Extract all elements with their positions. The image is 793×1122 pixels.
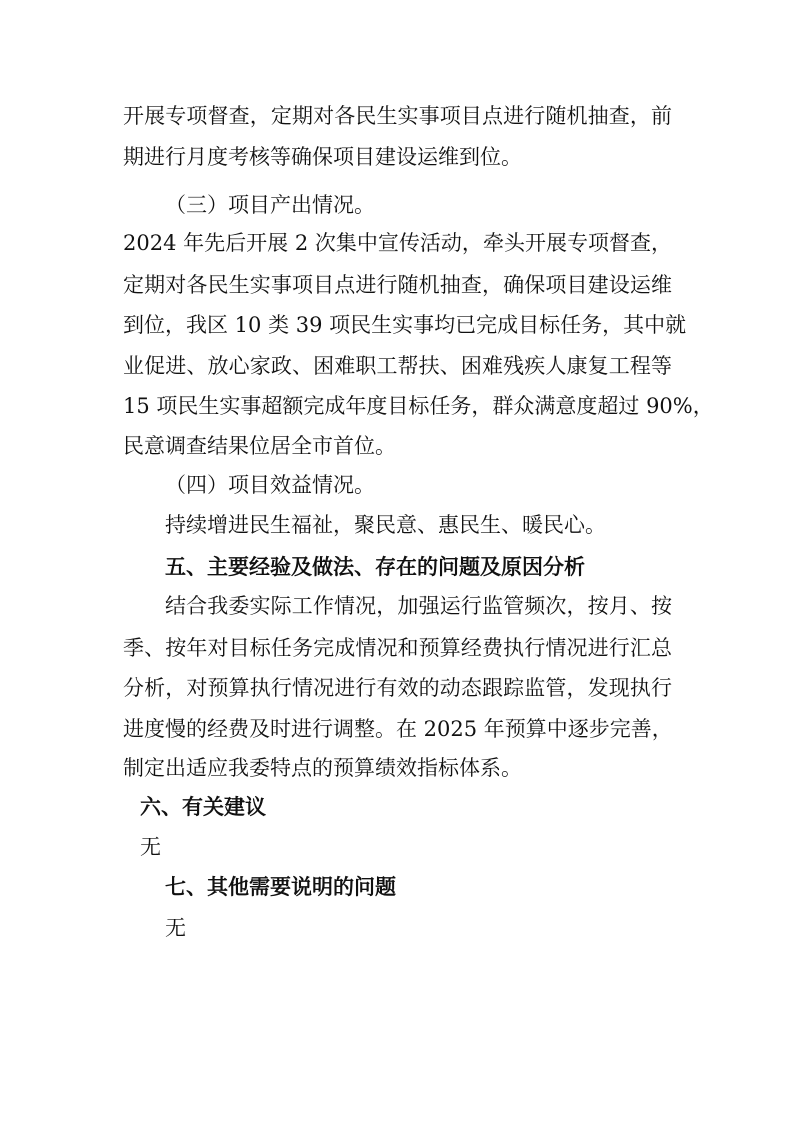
paragraph-output-line: 15 项民生实事超额完成年度目标任务，群众满意度超过 90%， [123, 394, 714, 418]
paragraph-output-line: 到位，我区 10 类 39 项民生实事均已完成目标任务，其中就 [123, 313, 687, 337]
section-4-heading: （四）项目效益情况。 [165, 473, 375, 497]
section-6-content: 无 [140, 835, 161, 859]
paragraph-experience-line: 制定出适应我委特点的预算绩效指标体系。 [123, 756, 522, 780]
section-7-content: 无 [165, 916, 186, 940]
paragraph-experience-line: 进度慢的经费及时进行调整。在 2025 年预算中逐步完善， [123, 717, 673, 741]
paragraph-output-line: 2024 年先后开展 2 次集中宣传活动，牵头开展专项督查， [123, 231, 672, 255]
paragraph-intro-line: 开展专项督查，定期对各民生实事项目点进行随机抽查，前 [123, 104, 672, 128]
section-7-heading: 七、其他需要说明的问题 [165, 875, 396, 899]
paragraph-experience-line: 结合我委实际工作情况，加强运行监管频次，按月、按 [165, 594, 672, 618]
paragraph-output-line: 定期对各民生实事项目点进行随机抽查，确保项目建设运维 [123, 273, 672, 297]
paragraph-benefit: 持续增进民生福祉，聚民意、惠民生、暖民心。 [165, 513, 606, 537]
section-3-heading: （三）项目产出情况。 [165, 193, 375, 217]
paragraph-experience-line: 分析，对预算执行情况进行有效的动态跟踪监管，发现执行 [123, 676, 672, 700]
paragraph-experience-line: 季、按年对目标任务完成情况和预算经费执行情况进行汇总 [123, 636, 672, 660]
paragraph-output-line: 民意调查结果位居全市首位。 [123, 434, 396, 458]
paragraph-intro-line: 期进行月度考核等确保项目建设运维到位。 [123, 145, 522, 169]
section-5-heading: 五、主要经验及做法、存在的问题及原因分析 [165, 555, 585, 579]
paragraph-output-line: 业促进、放心家政、困难职工帮扶、困难残疾人康复工程等 [123, 354, 672, 378]
section-6-heading: 六、有关建议 [140, 795, 266, 819]
